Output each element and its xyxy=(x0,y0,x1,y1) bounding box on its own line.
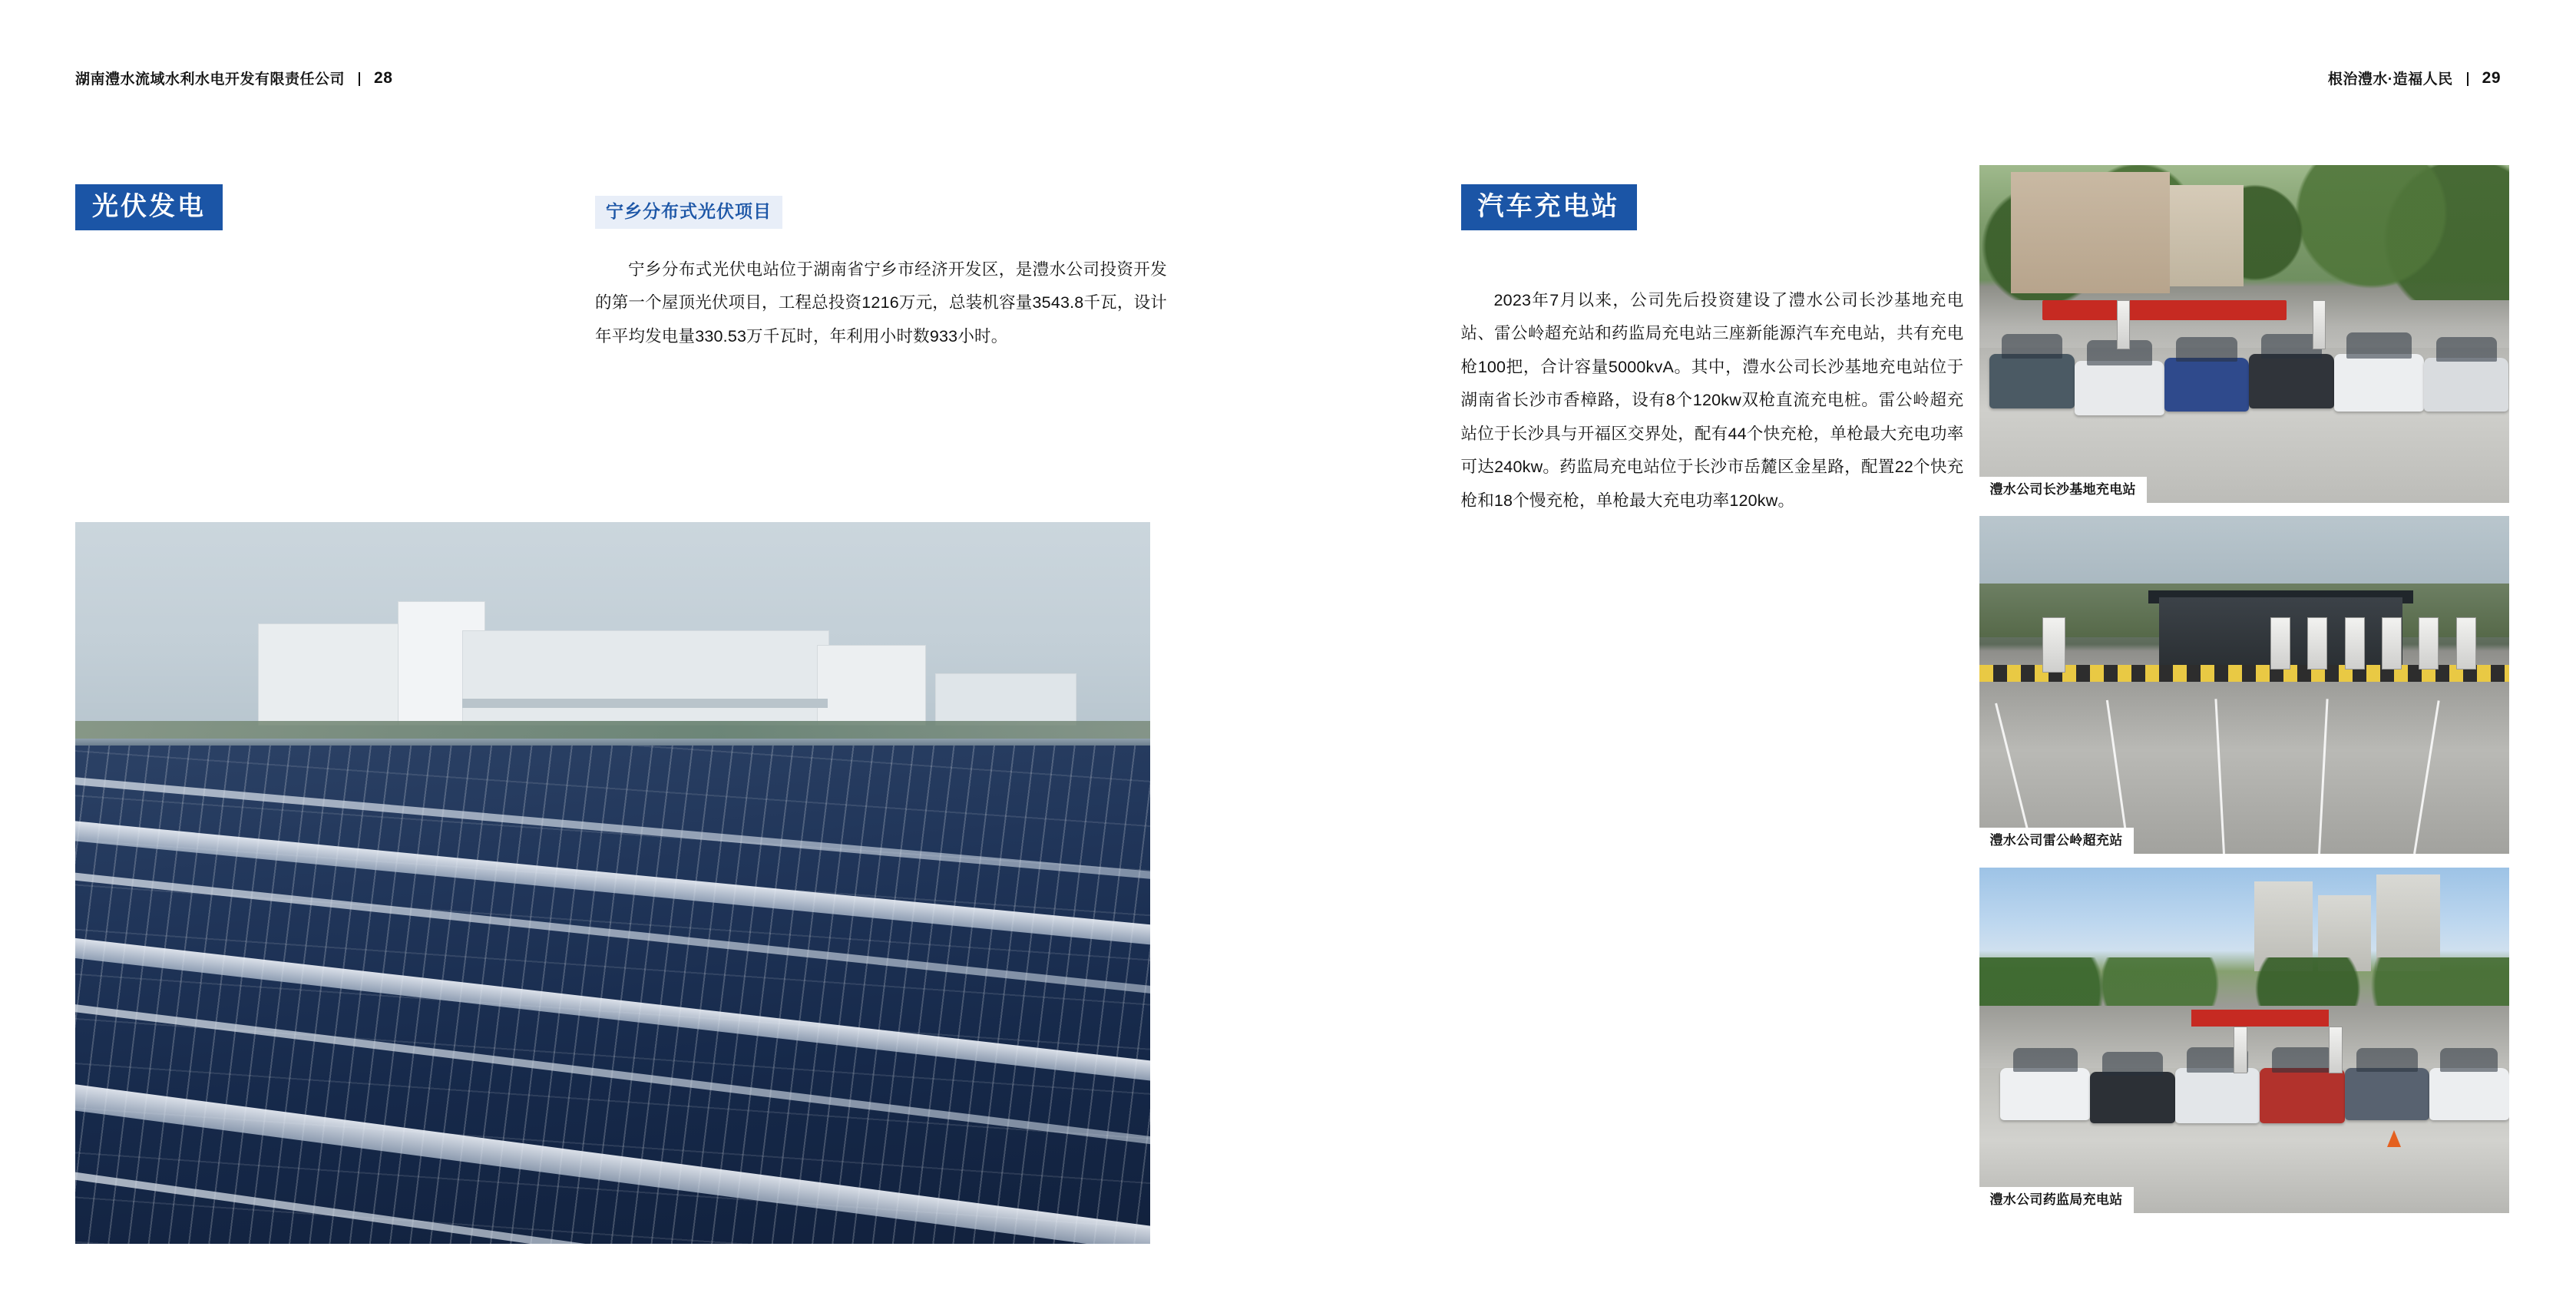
running-head-right xyxy=(2328,68,2501,88)
body-paragraph-charging-station: 2023年7月以来，公司先后投资建设了澧水公司长沙基地充电站、雷公岭超充站和药监局充电站三座新能源汽车充电站，共有充电枪100把，合计容量5000kvA。其中，澧水公司长沙基地充电站位于湖南省长沙市香樟路，设有8个120kw双枪直流充电桩。雷公岭超充站位于长沙具与开福区交界处，配有44个快充枪，单枪最大充电功率可达240kw。药监局充电站位于长沙市岳麓区金星路，配置22个快充枪和18个慢充枪，单枪最大充电功率120kw。 xyxy=(1460,291,1964,510)
charging-pile xyxy=(2313,300,2326,349)
charging-pile xyxy=(2270,617,2290,670)
background-building xyxy=(935,673,1076,726)
page-number-left: 28 xyxy=(374,68,393,87)
photo-drug-administration-station xyxy=(1979,868,2509,1213)
parked-car xyxy=(2345,1068,2429,1120)
body-text-charging-station xyxy=(1461,284,1964,517)
charging-pile xyxy=(2345,617,2365,670)
photo-caption: 澧水公司长沙基地充电站 xyxy=(1979,477,2147,503)
photo-changsha-base-station-image xyxy=(1979,165,2509,503)
charging-pile xyxy=(2117,300,2130,349)
background-building xyxy=(462,630,829,726)
photo-drug-administration-station-image xyxy=(1979,868,2509,1213)
body-text-photovoltaic xyxy=(595,253,1167,353)
red-banner xyxy=(2042,300,2286,320)
tree-line xyxy=(75,721,1150,739)
photo-caption: 澧水公司雷公岭超充站 xyxy=(1979,828,2134,854)
body-paragraph-photovoltaic: 宁乡分布式光伏电站位于湖南省宁乡市经济开发区，是澧水公司投资开发的第一个屋顶光伏项目，工程总投资1216万元，总装机容量3543.8千瓦，设计年平均发电量330.53万千瓦时，年利用小时数933小时。 xyxy=(595,260,1167,346)
background-building xyxy=(2170,185,2244,286)
background-building xyxy=(2011,172,2170,293)
parked-car xyxy=(2424,358,2508,412)
charging-pile xyxy=(2307,617,2327,670)
parked-car xyxy=(1989,354,2074,408)
charging-pile xyxy=(2456,617,2476,670)
photo-caption: 澧水公司药监局充电站 xyxy=(1979,1187,2134,1213)
running-head-left xyxy=(75,68,392,88)
charging-pile xyxy=(2382,617,2402,670)
parked-car xyxy=(2164,358,2249,412)
running-head-right-text: 根治澧水·造福人民 xyxy=(2327,71,2453,88)
parked-car xyxy=(2334,354,2424,412)
parked-car xyxy=(2175,1068,2260,1123)
charging-pile xyxy=(2042,617,2065,673)
charging-pile xyxy=(2419,617,2439,670)
red-banner xyxy=(2191,1010,2329,1027)
section-title-charging-station: 汽车充电站 xyxy=(1461,184,1637,230)
parked-car xyxy=(2429,1068,2509,1120)
charging-pile xyxy=(2234,1027,2248,1073)
photo-changsha-base-station xyxy=(1979,165,2509,503)
photo-solar-rooftop-image xyxy=(75,522,1150,1244)
subsection-title-ningxiang: 宁乡分布式光伏项目 xyxy=(595,196,782,229)
charging-pile xyxy=(2329,1027,2343,1073)
tree-canopy xyxy=(1979,957,2509,1006)
parked-car xyxy=(2249,354,2333,408)
background-building xyxy=(817,645,926,726)
parked-car xyxy=(2000,1068,2090,1120)
parked-car xyxy=(2090,1072,2174,1124)
building-stripe xyxy=(462,699,828,707)
section-title-photovoltaic: 光伏发电 xyxy=(75,184,223,230)
right-page xyxy=(1288,0,2576,1306)
parked-car xyxy=(2075,361,2164,415)
running-head-left-text: 湖南澧水流域水利水电开发有限责任公司 xyxy=(75,71,346,88)
traffic-cone xyxy=(2387,1130,2401,1147)
parked-car xyxy=(2260,1068,2344,1123)
page-number-right: 29 xyxy=(2482,68,2501,87)
photo-solar-rooftop xyxy=(75,522,1150,1244)
running-head-separator xyxy=(2467,72,2469,86)
running-head-separator xyxy=(359,72,360,86)
photo-leigongling-supercharging-station xyxy=(1979,516,2509,854)
photo-leigongling-supercharging-station-image xyxy=(1979,516,2509,854)
